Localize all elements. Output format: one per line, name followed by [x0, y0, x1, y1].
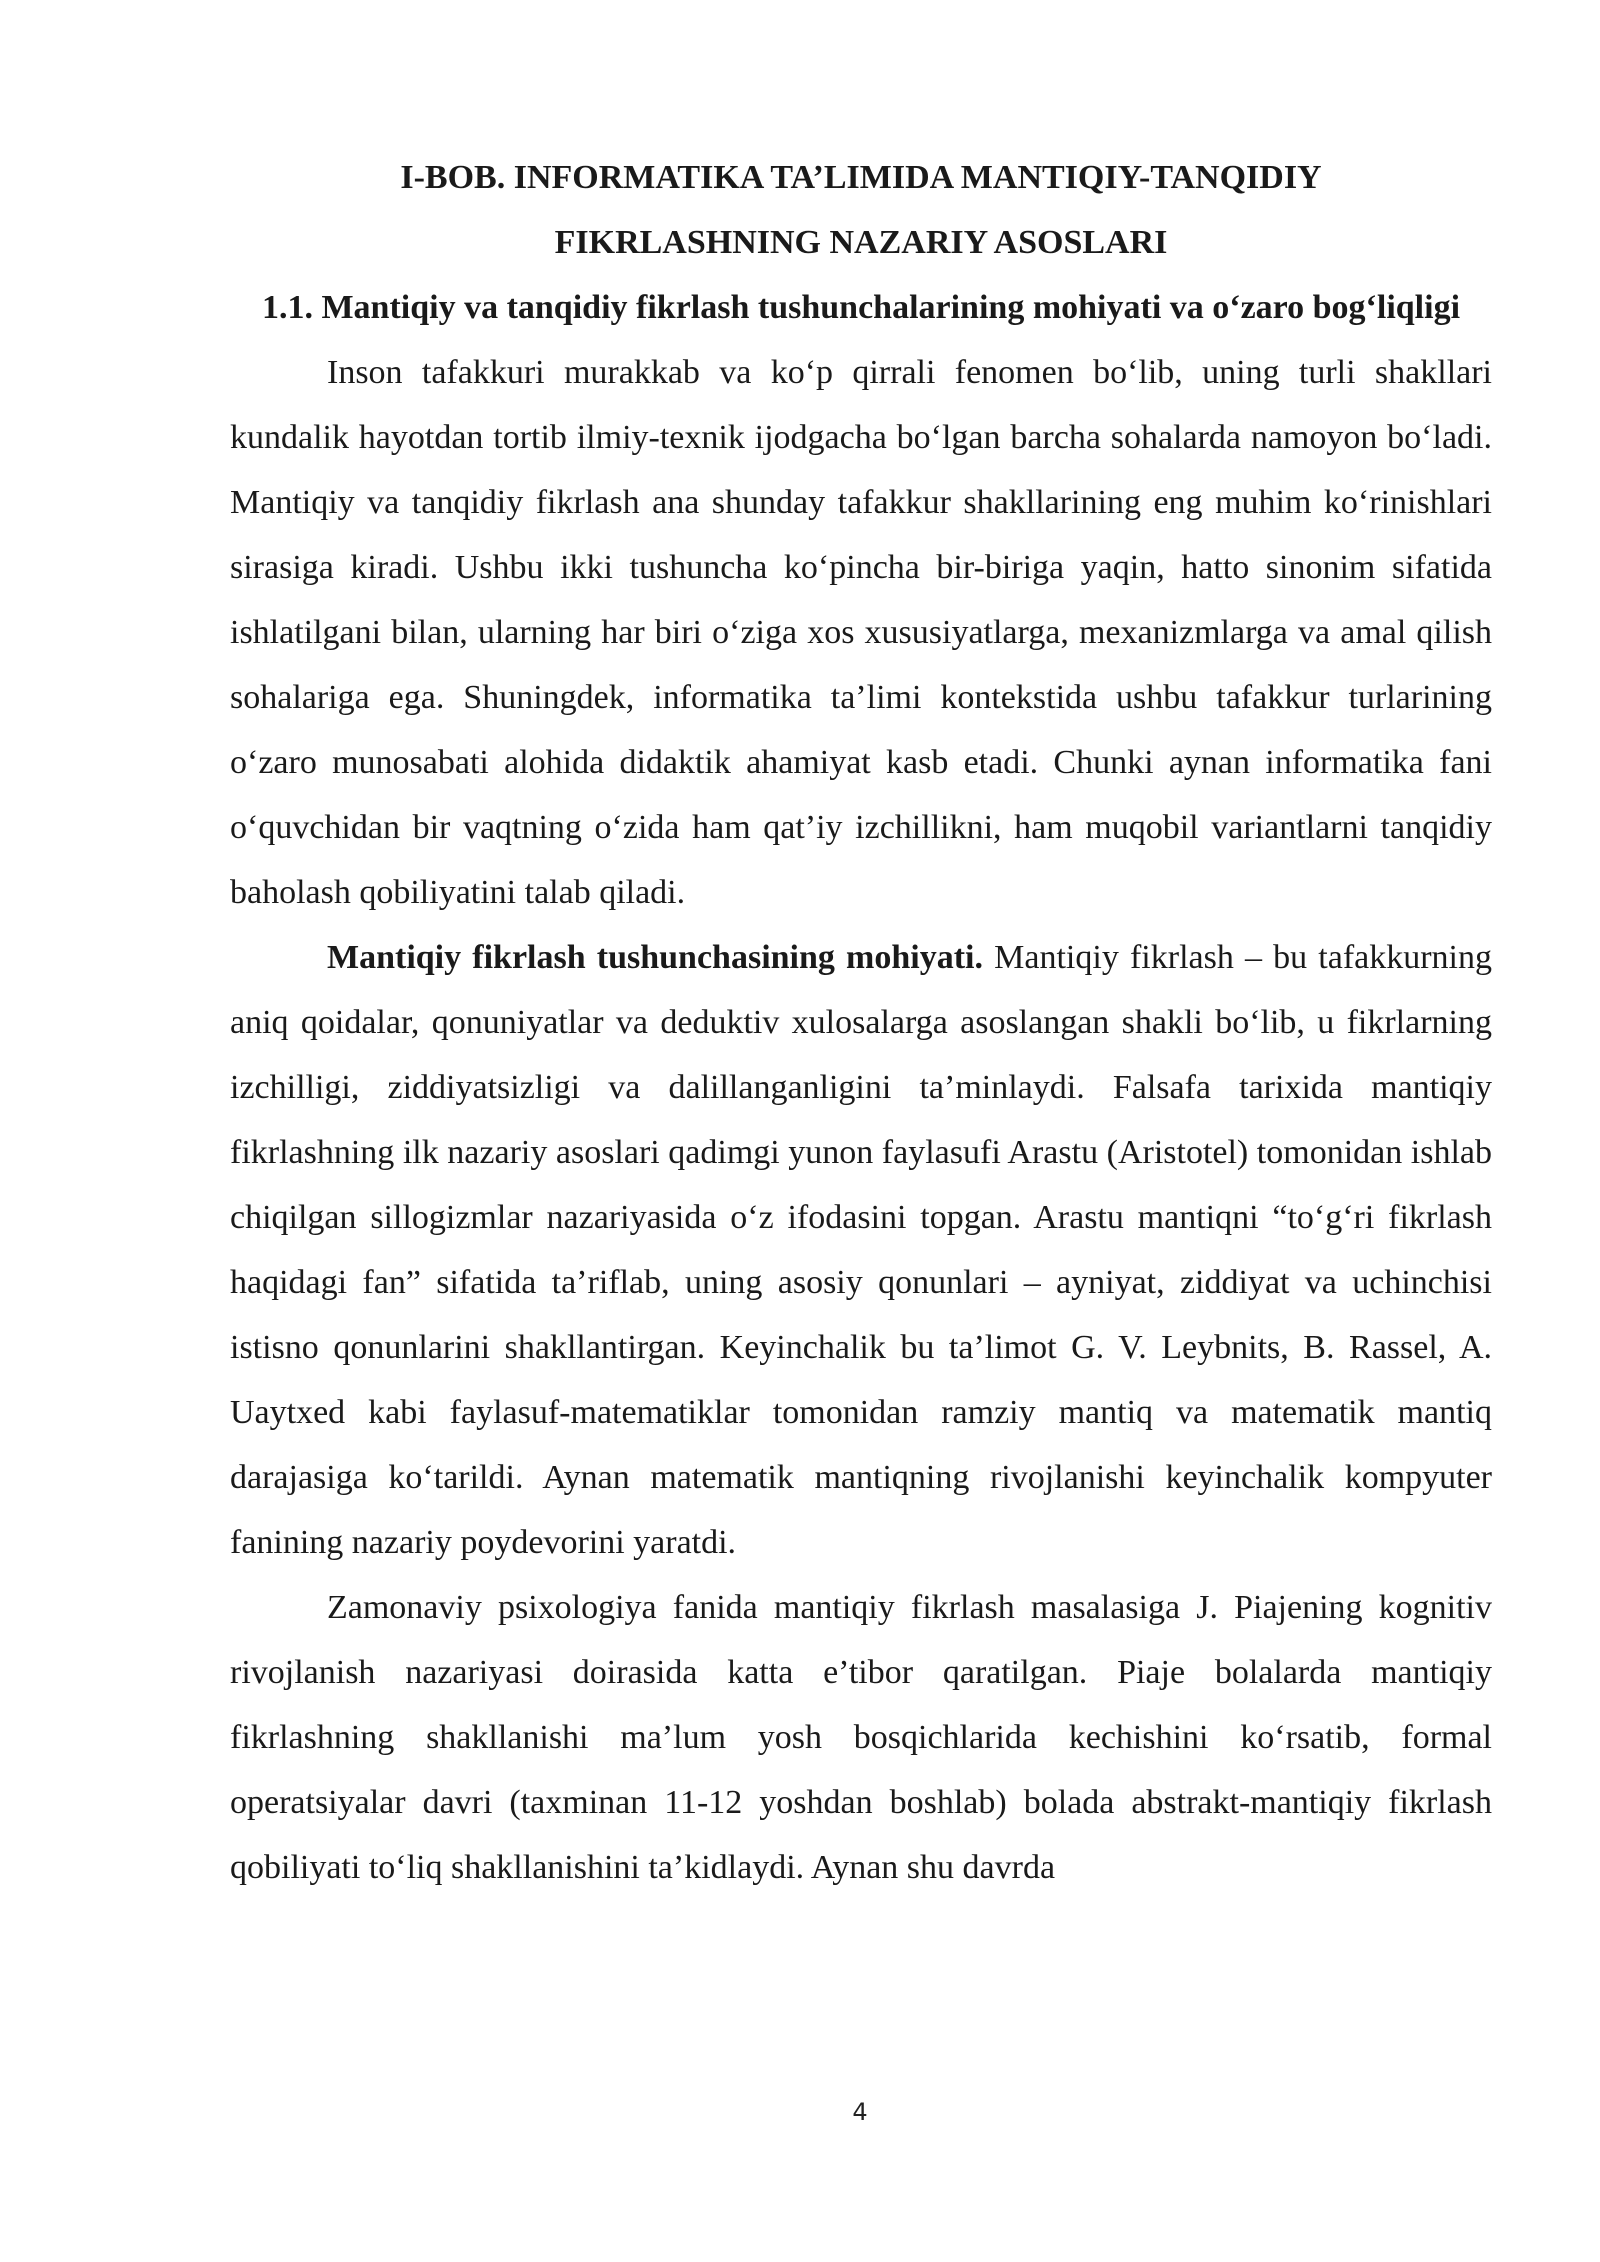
paragraph-psychology: Zamonaviy psixologiya fanida mantiqiy fikrlash masalasiga J. Piajening kognitiv rivojlanish nazariyasi doirasida katta e’tibor qaratilgan. Piaje bolalarda mantiqiy fikrlashning shakllanishi ma’lum yosh bosqichlarida kechishini ko‘rsatib, formal operatsiyalar davri (taxminan 11-12 yoshdan boshlab) bolada abstrakt-mantiqiy fikrlash qobiliyati to‘liq shakllanishini ta’kidlaydi. Aynan shu davrda: [230, 1589, 1492, 1886]
paragraph-logical-thinking: [230, 925, 1492, 1575]
document-page: [230, 145, 1492, 1900]
paragraph-lead-heading: Mantiqiy fikrlash tushunchasining mohiyati.: [327, 939, 984, 976]
paragraph-intro: Inson tafakkuri murakkab va ko‘p qirrali fenomen bo‘lib, uning turli shakllari kundalik hayotdan tortib ilmiy-texnik ijodgacha bo‘lgan barcha sohalarda namoyon bo‘ladi. Mantiqiy va tanqidiy fikrlash ana shunday tafakkur shakllarining eng muhim ko‘rinishlari sirasiga kiradi. Ushbu ikki tushuncha ko‘pincha bir-biriga yaqin, hatto sinonim sifatida ishlatilgani bilan, ularning har biri o‘ziga xos xususiyatlarga, mexanizmlarga va amal qilish sohalariga ega. Shuningdek, informatika ta’limi kontekstida ushbu tafakkur turlarining o‘zaro munosabati alohida didaktik ahamiyat kasb etadi. Chunki aynan informatika fani o‘quvchidan bir vaqtning o‘zida ham qat’iy izchillikni, ham muqobil variantlarni tanqidiy baholash qobiliyatini talab qiladi.: [230, 354, 1492, 911]
section-title: 1.1. Mantiqiy va tanqidiy fikrlash tushunchalarining mohiyati va o‘zaro bog‘liqligi: [261, 289, 1461, 326]
chapter-title-line-1: I-BOB. INFORMATIKA TA’LIMIDA MANTIQIY-TANQIDIY: [400, 159, 1322, 196]
page-number: 4: [852, 2098, 868, 2126]
chapter-title-line-2: FIKRLASHNING NAZARIY ASOSLARI: [554, 224, 1168, 261]
paragraph-body: Mantiqiy fikrlash – bu tafakkurning aniq qoidalar, qonuniyatlar va deduktiv xulosalarga asoslangan shakli bo‘lib, u fikrlarning izchilligi, ziddiyatsizligi va dalillanganligini ta’minlaydi. Falsafa tarixida mantiqiy fikrlashning ilk nazariy asoslari qadimgi yunon faylasufi Arastu (Aristotel) tomonidan ishlab chiqilgan sillogizmlar nazariyasida o‘z ifodasini topgan. Arastu mantiqni “to‘g‘ri fikrlash haqidagi fan” sifatida ta’riflab, uning asosiy qonunlari – ayniyat, ziddiyat va uchinchisi istisno qonunlarini shakllantirgan. Keyinchalik bu ta’limot G. V. Leybnits, B. Rassel, A. Uaytxed kabi faylasuf-matematiklar tomonidan ramziy mantiq va matematik mantiq darajasiga ko‘tarildi. Aynan matematik mantiqning rivojlanishi keyinchalik kompyuter fanining nazariy poydevorini yaratdi.: [230, 939, 1492, 1561]
